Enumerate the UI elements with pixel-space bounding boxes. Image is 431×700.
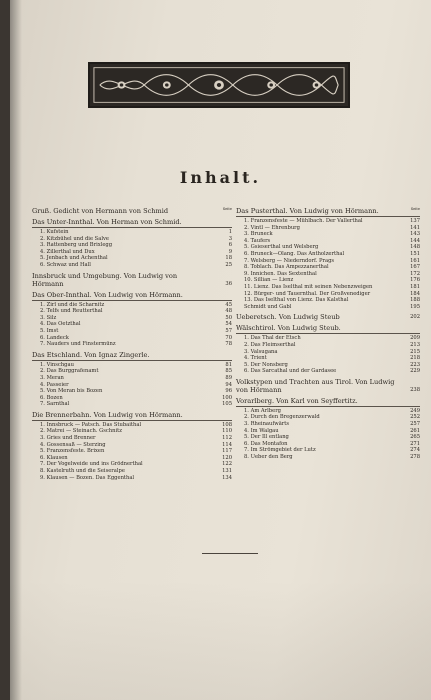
toc-entry-text: 9. Klausen — Bozen. Das Eggenthal (40, 474, 135, 481)
toc-entry-page: 218 (410, 355, 420, 362)
toc-entry-text: 6. Bozen (40, 394, 63, 401)
toc-entry-text: 7. Der Vogelweide und ins Grödnerthal (40, 461, 143, 468)
toc-entry-page: 184 (410, 290, 420, 297)
section-rule (32, 360, 232, 361)
toc-entry (32, 375, 232, 382)
toc-entry-text: 3. Silz (40, 314, 57, 321)
toc-entry-page: 57 (225, 327, 232, 334)
toc-entry (32, 448, 232, 455)
toc-entry-page: 213 (410, 341, 420, 348)
toc-entry (32, 341, 232, 348)
toc-entry-page: 100 (222, 394, 232, 401)
toc-entry (32, 401, 232, 408)
toc-entry-page: 172 (410, 270, 420, 277)
toc-entry-page: 25 (225, 261, 232, 268)
toc-entry-text: 4. Taufers (244, 237, 271, 244)
toc-entry (32, 382, 232, 389)
toc-entry-page: 161 (410, 257, 420, 264)
toc-entry-page: 181 (410, 283, 420, 290)
toc-entry-page: 223 (410, 361, 420, 368)
toc-entry (236, 304, 420, 311)
toc-entry (236, 297, 420, 304)
toc-entry (236, 277, 420, 284)
toc-entry-text: 6. Bruneck—Olang. Das Antholzerthal (244, 250, 345, 257)
toc-entry-page: 195 (410, 303, 420, 310)
toc-entry-page: 1 (228, 229, 232, 235)
toc-section-page: 202 (410, 314, 420, 321)
toc-entry-page: 54 (225, 321, 232, 328)
toc-entry (236, 251, 420, 258)
toc-section-heading (32, 291, 232, 299)
toc-entry (32, 422, 232, 429)
toc-entry (32, 335, 232, 342)
toc-entry-text: 6. Das Sarcathal und der Gardasee (244, 368, 337, 375)
toc-entry-page: 209 (410, 335, 420, 342)
toc-entry (32, 435, 232, 442)
toc-entry-page: 134 (222, 474, 232, 481)
toc-entry-text: 4. Im Walgau (244, 427, 279, 434)
toc-entry (32, 328, 232, 335)
section-rule (32, 420, 232, 421)
toc-section-heading-text: Volkstypen und Trachten aus Tirol. Von Ludwig von Hörmann (236, 377, 395, 394)
toc-entry-page: 252 (410, 414, 420, 421)
toc-section-heading (32, 218, 232, 226)
section-rule (236, 216, 420, 217)
toc-entry-page: 122 (222, 461, 232, 468)
toc-entry (32, 262, 232, 269)
toc-entry (32, 428, 232, 435)
toc-entry (236, 362, 420, 369)
toc-entry (32, 395, 232, 402)
toc-section-heading (236, 207, 420, 215)
toc-section-heading (236, 324, 420, 332)
toc-entry (236, 244, 420, 251)
toc-entry-page: 188 (410, 297, 420, 304)
toc-entry-text: 1. Zirl und die Scharnitz (40, 301, 105, 308)
toc-entry (32, 455, 232, 462)
toc-entry-page: 144 (410, 237, 420, 244)
toc-entry-text: 7. Sarnthal (40, 401, 70, 408)
toc-entry-text: 3. Rheinaufwärts (244, 421, 290, 428)
toc-entry-text: 4. Gossensaß — Sterzing (40, 441, 106, 448)
toc-entry-text: 12. Bürger- und Tauernthal. Der Großvenediger (244, 290, 371, 297)
toc-entry (32, 242, 232, 249)
toc-entry-text: 7. Nauders und Finstermünz (40, 341, 116, 348)
toc-entry-page: 229 (410, 368, 420, 375)
toc-entry-text: 1. Franzensfeste — Mühlbach. Der Vallerthal (244, 218, 363, 224)
toc-entry-page: 3 (228, 235, 232, 242)
toc-entry-text: 5. Von Meran bis Bozen (40, 388, 103, 395)
toc-entry (236, 428, 420, 435)
toc-section-heading-text: Ueberetsch. Von Ludwig Steub (236, 313, 340, 322)
toc-entry-page: 112 (222, 435, 232, 442)
toc-entry (32, 229, 232, 236)
toc-entry-page: 81 (225, 361, 232, 368)
toc-entry-page: 120 (222, 454, 232, 461)
toc-entry (32, 468, 232, 475)
toc-section-heading (32, 411, 232, 419)
toc-entry (32, 308, 232, 315)
toc-entry (236, 447, 420, 454)
toc-section-heading (236, 313, 420, 321)
toc-entry-page: 141 (410, 224, 420, 231)
toc-entry (236, 342, 420, 349)
decorative-header-ornament-icon (88, 62, 350, 108)
toc-entry-page: 105 (222, 401, 232, 408)
toc-entry-page: 48 (225, 308, 232, 315)
toc-entry-page: 131 (222, 468, 232, 475)
toc-entry-page: 137 (410, 218, 420, 224)
toc-entry-text: 8. Ueber den Berg (244, 454, 293, 461)
toc-entry (236, 335, 420, 342)
toc-entry-page: 249 (410, 407, 420, 414)
toc-entry (32, 362, 232, 369)
toc-entry-text: 5. Jenbach und Achenthal (40, 255, 108, 262)
paper-shading (10, 580, 431, 700)
toc-entry-page: 143 (410, 231, 420, 238)
toc-entry-text: 5. Gsieserthal und Welsberg (244, 244, 319, 251)
toc-entry (236, 225, 420, 232)
toc-right-column (236, 204, 420, 461)
toc-entry-page: 89 (225, 374, 232, 381)
toc-entry-text: 8. Toblach. Das Ampezzanerthal (244, 264, 329, 271)
toc-entry-page: 215 (410, 348, 420, 355)
toc-entry-text: 6. Klausen (40, 454, 68, 461)
toc-entry-page: 257 (410, 421, 420, 428)
toc-entry-text: 6. Das Montafon (244, 440, 288, 447)
toc-entry (236, 349, 420, 356)
toc-section-heading-text: Innsbruck und Umgebung. Von Ludwig von Hörmann (32, 271, 178, 288)
toc-entry-page: 94 (225, 381, 232, 388)
toc-entry (32, 388, 232, 395)
toc-section-page: 238 (410, 386, 420, 393)
closing-rule (202, 553, 258, 554)
toc-entry-text: 10. Sillian — Lienz (244, 277, 294, 284)
toc-section-heading-text: Das Unter-Innthal. Von Herman von Schmid. (32, 218, 182, 226)
toc-section-heading-text: Das Etschland. Von Ignaz Zingerle. (32, 350, 150, 359)
toc-entry-page: 96 (225, 388, 232, 395)
toc-entry (236, 238, 420, 245)
toc-section-heading (32, 351, 232, 359)
toc-entry-text: 4. Trient (244, 355, 267, 362)
section-rule (32, 300, 232, 301)
seite-label: Seite (410, 207, 420, 211)
toc-entry-text: 2. Kitzbühel und die Salve (40, 235, 109, 242)
toc-entry-text: 2. Das Burggrafenamt (40, 368, 99, 375)
toc-entry (236, 408, 420, 415)
toc-section-heading-text: Das Pusterthal. Von Ludwig von Hörmann. (236, 207, 379, 215)
toc-entry-text: 5. Der Nonsberg (244, 361, 288, 368)
seite-label: Seite (222, 207, 232, 211)
toc-entry-text: 1. Kufstein (40, 229, 69, 235)
toc-entry-text: 1. Das Thal der Etsch (244, 335, 301, 342)
toc-entry-page: 114 (222, 441, 232, 448)
toc-entry-text: 4. Zillerthal und Dux (40, 248, 95, 255)
toc-entry-page: 151 (410, 250, 420, 257)
toc-entry (236, 264, 420, 271)
toc-entry-page: 110 (222, 428, 232, 435)
toc-entry-page: 271 (410, 440, 420, 447)
toc-entry-text: 1. Innsbruck — Patsch. Das Stubaithal (40, 421, 142, 428)
section-rule (236, 333, 420, 334)
toc-entry-page: 176 (410, 277, 420, 284)
toc-entry-page: 167 (410, 264, 420, 271)
toc-entry-text: 9. Innichen. Das Sextenthal (244, 270, 317, 277)
toc-entry-text: 3. Rattenberg und Brixlegg (40, 242, 113, 249)
page-title: Inhalt. (179, 168, 262, 187)
toc-section-heading (236, 378, 420, 394)
toc-entry-text: 1. Am Arlberg (244, 407, 281, 414)
toc-entry-page: 9 (228, 248, 232, 255)
toc-entry (32, 249, 232, 256)
toc-entry (236, 231, 420, 238)
toc-section-heading (32, 272, 232, 288)
section-rule (236, 406, 420, 407)
toc-entry (32, 461, 232, 468)
toc-entry-text: 13. Das Iselthal von Lienz. Das Kalsthal (244, 297, 349, 304)
toc-entry (236, 421, 420, 428)
toc-section-heading (32, 207, 232, 215)
toc-entry (236, 441, 420, 448)
toc-section-heading-text: Vorarlberg. Von Karl von Seyffertitz. (236, 396, 358, 405)
toc-section-heading-text: Wälschtirol. Von Ludwig Steub. (236, 324, 341, 333)
book-page (10, 0, 431, 700)
toc-entry-text: 2. Durch den Bregenzerwald (244, 414, 320, 421)
toc-entry-page: 70 (225, 334, 232, 341)
toc-entry-text: 4. Passeier (40, 381, 69, 388)
toc-entry (32, 368, 232, 375)
toc-entry-page: 78 (225, 341, 232, 348)
toc-entry-text: 11. Lienz. Das Iselthal mit seinen Nebenzweigen (244, 283, 373, 290)
toc-entry-text: 7. Welsberg — Niederndorf. Prags (244, 257, 335, 264)
toc-entry (32, 302, 232, 309)
toc-entry-page: 45 (225, 301, 232, 308)
toc-entry-text: 6. Landeck (40, 334, 69, 341)
toc-entry (236, 355, 420, 362)
toc-entry-page: 265 (410, 434, 420, 441)
toc-entry-page: 108 (222, 421, 232, 428)
toc-entry (236, 414, 420, 421)
toc-entry (32, 315, 232, 322)
toc-entry (236, 271, 420, 278)
toc-entry-text: 7. Im Strömgebiet der Lutz (244, 447, 316, 454)
toc-section-heading-text: Gruß. Gedicht von Hermann von Schmid (32, 207, 169, 215)
toc-entry-text: 3. Meran (40, 374, 64, 381)
toc-entry-page: 18 (225, 255, 232, 262)
toc-entry-text: 2. Telfs und Reutterthal (40, 308, 103, 315)
toc-entry-text: 1. Vinschgau (40, 361, 74, 368)
toc-entry (32, 236, 232, 243)
toc-entry (236, 218, 420, 225)
toc-entry-text: 5. Imst (40, 327, 59, 334)
toc-entry (236, 434, 420, 441)
toc-entry-text: 8. Kastelruth und die Seiseralpe (40, 468, 125, 475)
toc-entry-text: 3. Valsugana (244, 348, 278, 355)
toc-entry (32, 475, 232, 482)
toc-entry-page: 50 (225, 314, 232, 321)
toc-entry-text: 5. Der Ill entlang (244, 434, 289, 441)
toc-entry (236, 258, 420, 265)
toc-entry-page: 117 (222, 448, 232, 455)
toc-entry-text: Schmidt und Gabl (244, 303, 292, 310)
toc-entry-text: 6. Schwaz und Hall (40, 261, 91, 268)
toc-entry-text: 2. Matrei — Steinach. Gschnitz (40, 428, 122, 435)
toc-entry (236, 454, 420, 461)
toc-section-heading (236, 397, 420, 405)
section-rule (32, 227, 232, 228)
toc-entry-page: 278 (410, 454, 420, 461)
toc-entry-page: 85 (225, 368, 232, 375)
toc-section-heading-text: Das Ober-Innthal. Von Ludwig von Hörmann. (32, 290, 183, 299)
toc-left-column (32, 204, 232, 481)
toc-section-page: 36 (225, 280, 232, 287)
toc-entry-page: 148 (410, 244, 420, 251)
toc-entry-page: 6 (228, 242, 232, 249)
toc-entry-text: 4. Das Oetzthal (40, 321, 81, 328)
toc-entry-text: 5. Franzensfeste. Brixen (40, 448, 105, 455)
toc-entry-text: 3. Gries und Brenner (40, 435, 96, 442)
toc-entry (32, 442, 232, 449)
toc-entry (32, 255, 232, 262)
toc-entry-text: 2. Vintl — Ehrenburg (244, 224, 300, 231)
toc-entry (32, 321, 232, 328)
toc-entry-text: 2. Das Fleimserthal (244, 341, 296, 348)
toc-entry-page: 261 (410, 427, 420, 434)
toc-entry (236, 368, 420, 375)
toc-entry-page: 274 (410, 447, 420, 454)
toc-entry (236, 291, 420, 298)
toc-entry-text: 3. Bruneck (244, 231, 273, 238)
toc-entry (236, 284, 420, 291)
toc-section-heading-text: Die Brennerbahn. Von Ludwig von Hörmann. (32, 410, 183, 419)
